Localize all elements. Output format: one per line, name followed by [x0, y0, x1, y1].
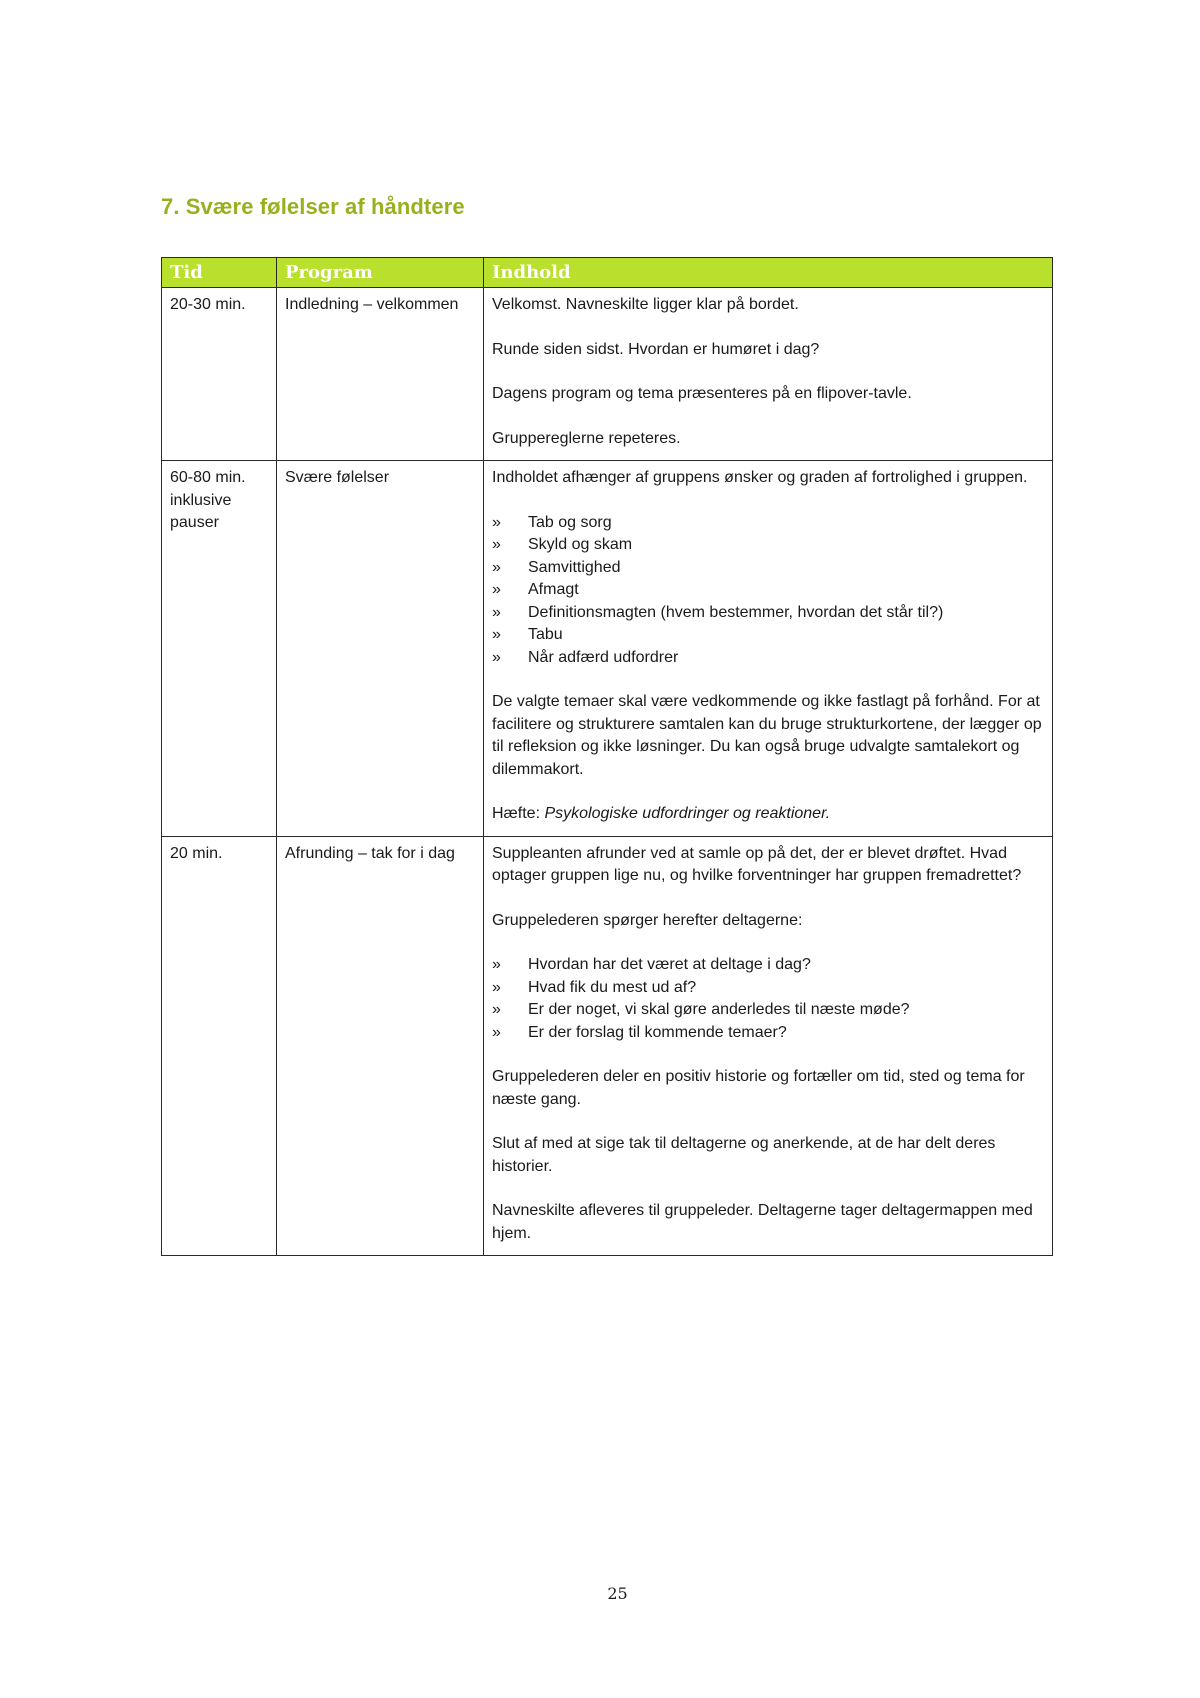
time-cell: 20 min.: [162, 836, 277, 1256]
content-paragraph: Navneskilte afleveres til gruppeleder. Deltagerne tager deltagermappen med hjem.: [492, 1202, 1033, 1242]
bullet-mark: »: [492, 978, 501, 996]
bullet-mark: »: [492, 648, 501, 666]
list-item: [492, 999, 1044, 1022]
header-program: Program: [277, 258, 484, 288]
list-item: [492, 534, 1044, 557]
list-item-text: Tabu: [528, 626, 563, 643]
content-paragraph: Velkomst. Navneskilte ligger klar på bordet.: [492, 296, 799, 313]
program-cell: Svære følelser: [277, 461, 484, 837]
bullet-mark: »: [492, 626, 501, 643]
bullet-list: [492, 954, 1044, 1044]
bullet-mark: »: [492, 558, 501, 576]
bullet-list: [492, 512, 1044, 670]
bullet-mark: »: [492, 581, 501, 598]
bullet-mark: »: [492, 1001, 501, 1018]
list-item-text: Skyld og skam: [528, 536, 633, 553]
content-paragraph: Gruppelederen deler en positiv historie og fortæller om tid, sted og tema for næste gang.: [492, 1068, 1025, 1108]
content-paragraph: Runde siden sidst. Hvordan er humøret i dag?: [492, 340, 820, 358]
list-item-text: Er der forslag til kommende temaer?: [528, 1023, 787, 1041]
list-item: [492, 602, 1044, 625]
header-tid: Tid: [162, 258, 277, 288]
content-paragraph: Indholdet afhænger af gruppens ønsker og graden af fortrolighed i gruppen.: [492, 469, 1028, 486]
time-cell: 20-30 min.: [162, 288, 277, 461]
content-cell: [484, 836, 1053, 1256]
table-row: [162, 461, 1053, 837]
content-cell: [484, 288, 1053, 461]
list-item-text: Er der noget, vi skal gøre anderledes til næste møde?: [528, 1001, 910, 1018]
table-row: [162, 288, 1053, 461]
bullet-mark: »: [492, 1023, 501, 1041]
list-item: [492, 647, 1044, 670]
bullet-mark: »: [492, 513, 501, 531]
program-cell: Indledning – velkommen: [277, 288, 484, 461]
content-paragraph: De valgte temaer skal være vedkommende og ikke fastlagt på forhånd. For at facilitere og strukturere samtalen kan du bruge strukturkortene, der lægger op til refleksion og ikke løsninger. Du kan også bruge udvalgte samtalekort og dilemmakort.: [492, 693, 1042, 778]
list-item-text: Definitionsmagten (hvem bestemmer, hvordan det står til?): [528, 603, 944, 621]
list-item-text: Afmagt: [528, 581, 579, 598]
list-item-text: Når adfærd udfordrer: [528, 648, 679, 666]
program-cell: Afrunding – tak for i dag: [277, 836, 484, 1256]
booklet-label: Hæfte:: [492, 805, 545, 822]
content-paragraph: Gruppereglerne repeteres.: [492, 429, 681, 447]
header-indhold: Indhold: [484, 258, 1053, 288]
bullet-mark: »: [492, 603, 501, 621]
content-paragraph: Slut af med at sige tak til deltagerne og anerkende, at de har delt deres historier.: [492, 1135, 996, 1175]
table-row: [162, 836, 1053, 1256]
list-item: [492, 954, 1044, 977]
list-item-text: Samvittighed: [528, 558, 621, 576]
list-item-text: Hvad fik du mest ud af?: [528, 978, 697, 996]
list-item-text: Tab og sorg: [528, 513, 612, 531]
time-cell: 60-80 min. inklusive pauser: [162, 461, 277, 837]
booklet-title: Psykologiske udfordringer og reaktioner.: [544, 805, 831, 822]
table-header-row: [162, 258, 1053, 288]
list-item-text: Hvordan har det været at deltage i dag?: [528, 956, 811, 973]
list-item: [492, 579, 1044, 602]
list-item: [492, 1022, 1044, 1045]
content-paragraph: Suppleanten afrunder ved at samle op på det, der er blevet drøftet. Hvad optager gruppen lige nu, og hvilke forventninger har gruppen fremadrettet?: [492, 844, 1022, 884]
list-item: [492, 557, 1044, 580]
bullet-mark: »: [492, 956, 501, 973]
content-cell: [484, 461, 1053, 837]
content-paragraph: Gruppelederen spørger herefter deltagerne:: [492, 911, 803, 929]
booklet-reference: [492, 803, 1044, 826]
bullet-mark: »: [492, 536, 501, 553]
list-item: [492, 624, 1044, 647]
content-paragraph: Dagens program og tema præsenteres på en flipover-tavle.: [492, 385, 912, 402]
section-heading: 7. Svære følelser af håndtere: [161, 194, 465, 219]
list-item: [492, 512, 1044, 535]
program-table: [161, 257, 1053, 1256]
list-item: [492, 977, 1044, 1000]
page-number: 25: [607, 1584, 628, 1603]
